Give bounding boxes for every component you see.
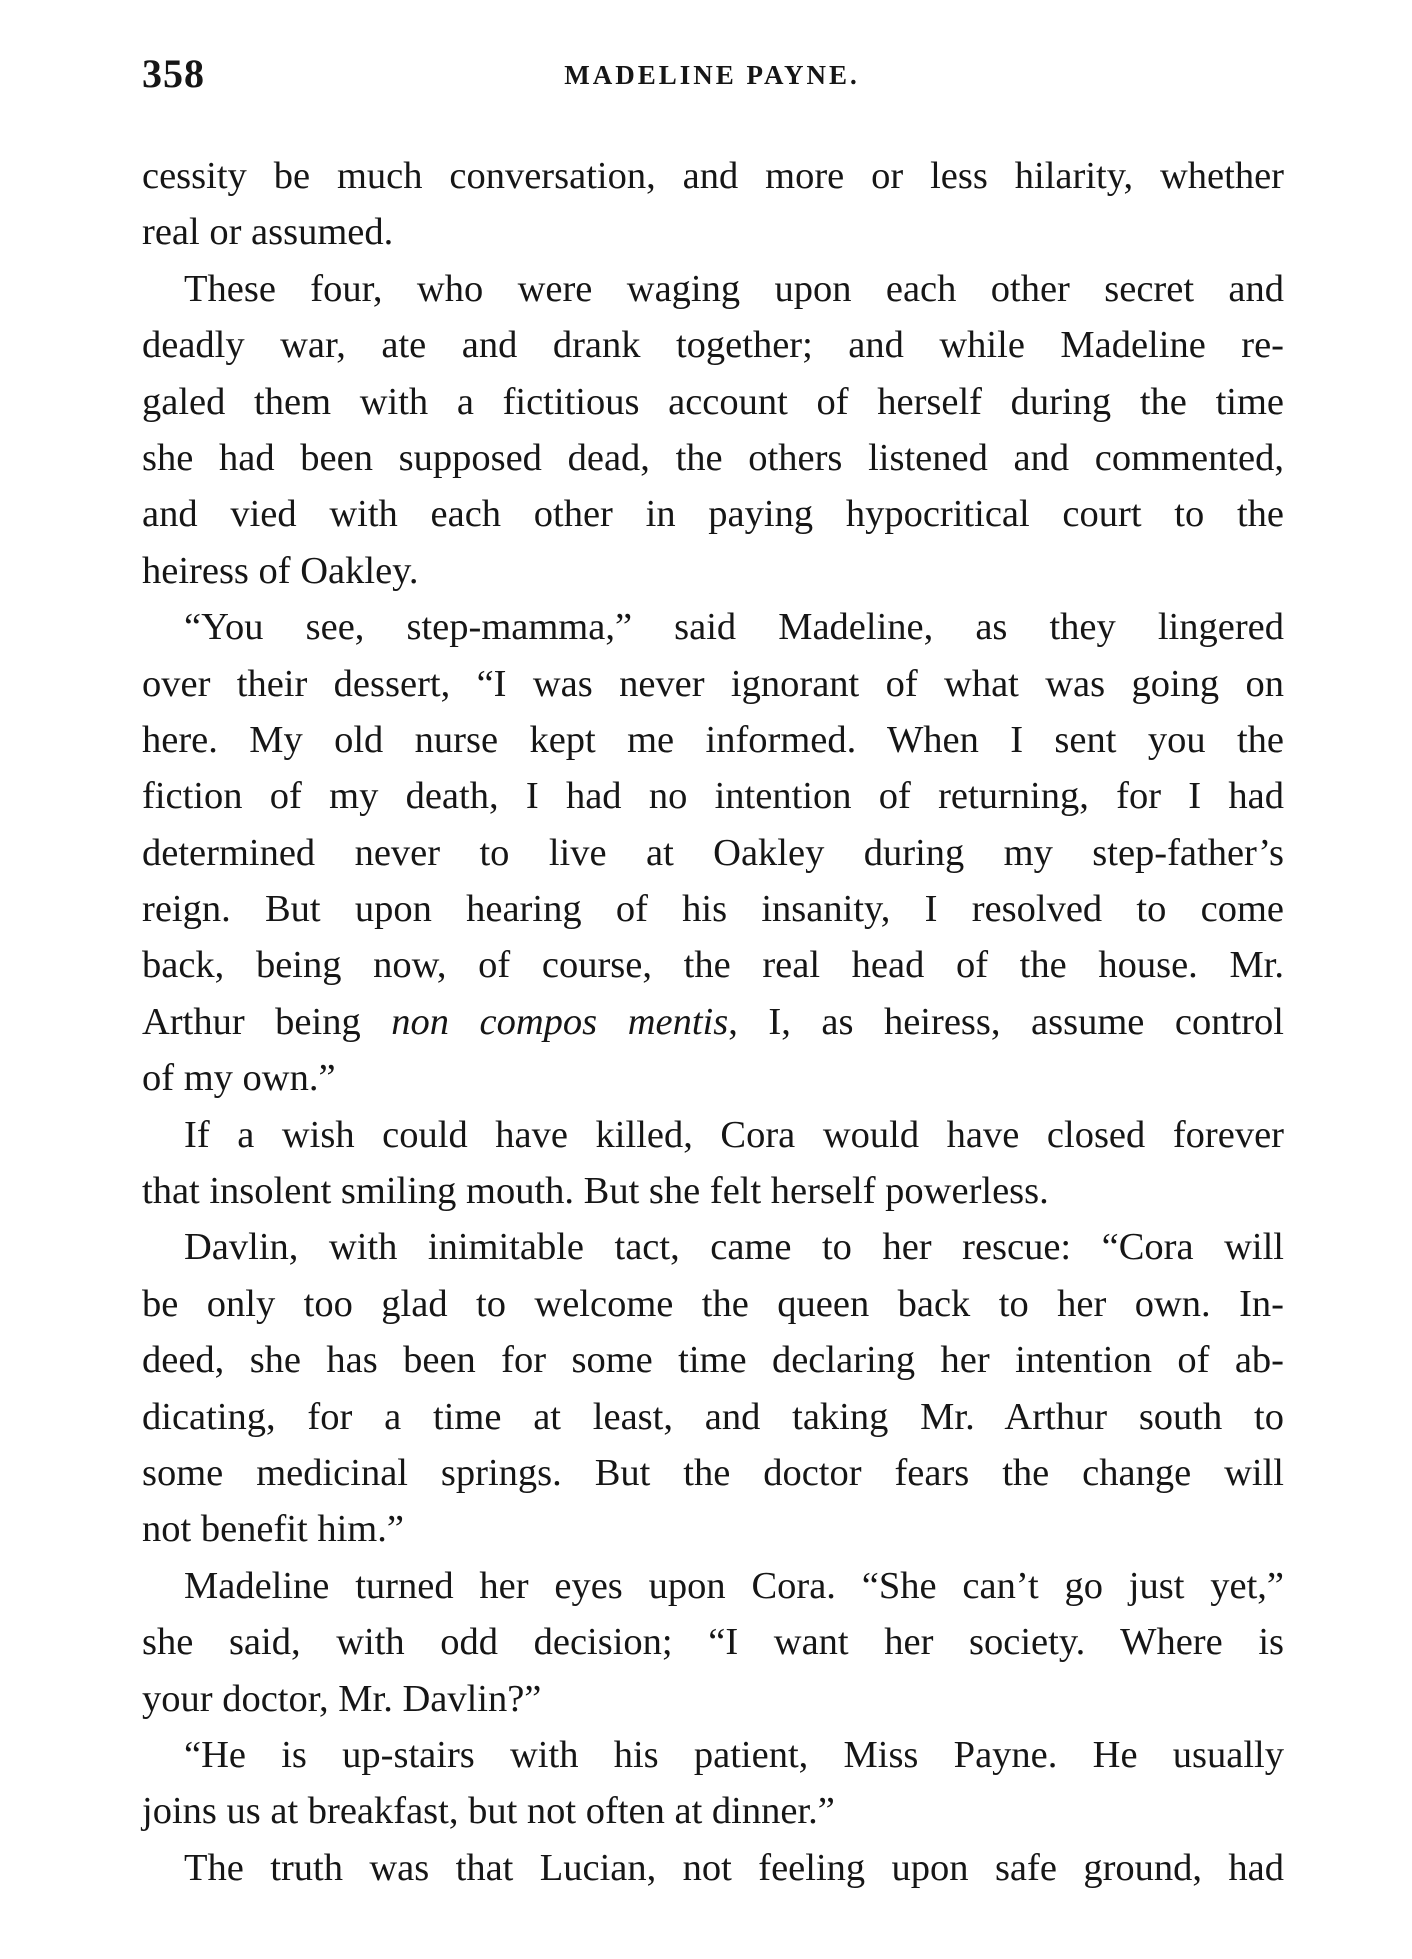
text-line: be only too glad to welcome the queen back to her own. In- — [142, 1282, 1284, 1325]
text-line: “He is up-stairs with his patient, Miss Payne. He usually — [184, 1733, 1284, 1776]
text-line: Davlin, with inimitable tact, came to her rescue: “Cora will — [184, 1226, 1284, 1269]
text-line: here. My old nurse kept me informed. When I sent you the — [142, 718, 1284, 761]
text-line: galed them with a fictitious account of herself during the time — [142, 380, 1284, 423]
text-line: “You see, step-mamma,” said Madeline, as they lingered — [184, 606, 1284, 649]
text-line: heiress of Oakley. — [142, 549, 419, 592]
running-title: MADELINE PAYNE. — [564, 60, 860, 90]
text-line: deadly war, ate and drank together; and while Madeline re- — [142, 324, 1284, 367]
text-line: The truth was that Lucian, not feeling upon safe ground, had — [184, 1846, 1284, 1889]
text-line: dicating, for a time at least, and taking Mr. Arthur south to — [142, 1395, 1284, 1438]
text-line: determined never to live at Oakley during my step-father’s — [142, 831, 1284, 874]
text-line: fiction of my death, I had no intention of returning, for I had — [142, 775, 1284, 818]
text-line: of my own.” — [142, 1057, 336, 1100]
text-line: cessity be much conversation, and more or less hilarity, whether — [142, 155, 1284, 197]
text-line-with-italic — [142, 994, 1284, 1050]
text-line: joins us at breakfast, but not often at dinner.” — [142, 1790, 835, 1833]
italic-phrase: non compos mentis — [391, 1000, 729, 1043]
text-line: some medicinal springs. But the doctor fears the change will — [142, 1451, 1284, 1494]
text-segment: Arthur being — [142, 1000, 392, 1043]
text-segment: , I, as heiress, assume control — [728, 1000, 1284, 1043]
text-line: Madeline turned her eyes upon Cora. “She can’t go just yet,” — [184, 1564, 1284, 1607]
text-line: These four, who were waging upon each other secret and — [184, 267, 1284, 310]
page-number: 358 — [142, 51, 205, 96]
text-line: and vied with each other in paying hypocritical court to the — [142, 493, 1284, 536]
body-text — [142, 148, 1284, 1896]
page-header — [142, 50, 1282, 110]
text-line: real or assumed. — [142, 211, 394, 254]
text-line: reign. But upon hearing of his insanity, I resolved to come — [142, 888, 1284, 931]
text-line: that insolent smiling mouth. But she felt herself powerless. — [142, 1170, 1049, 1213]
text-line: deed, she has been for some time declaring her intention of ab- — [142, 1339, 1284, 1382]
text-line: your doctor, Mr. Davlin?” — [142, 1677, 542, 1720]
text-line: over their dessert, “I was never ignorant of what was going on — [142, 662, 1284, 705]
text-line: If a wish could have killed, Cora would have closed forever — [184, 1113, 1284, 1156]
text-line: back, being now, of course, the real head of the house. Mr. — [142, 944, 1284, 987]
text-line: she said, with odd decision; “I want her society. Where is — [142, 1621, 1284, 1664]
text-line: she had been supposed dead, the others listened and commented, — [142, 436, 1284, 479]
text-line: not benefit him.” — [142, 1508, 404, 1551]
